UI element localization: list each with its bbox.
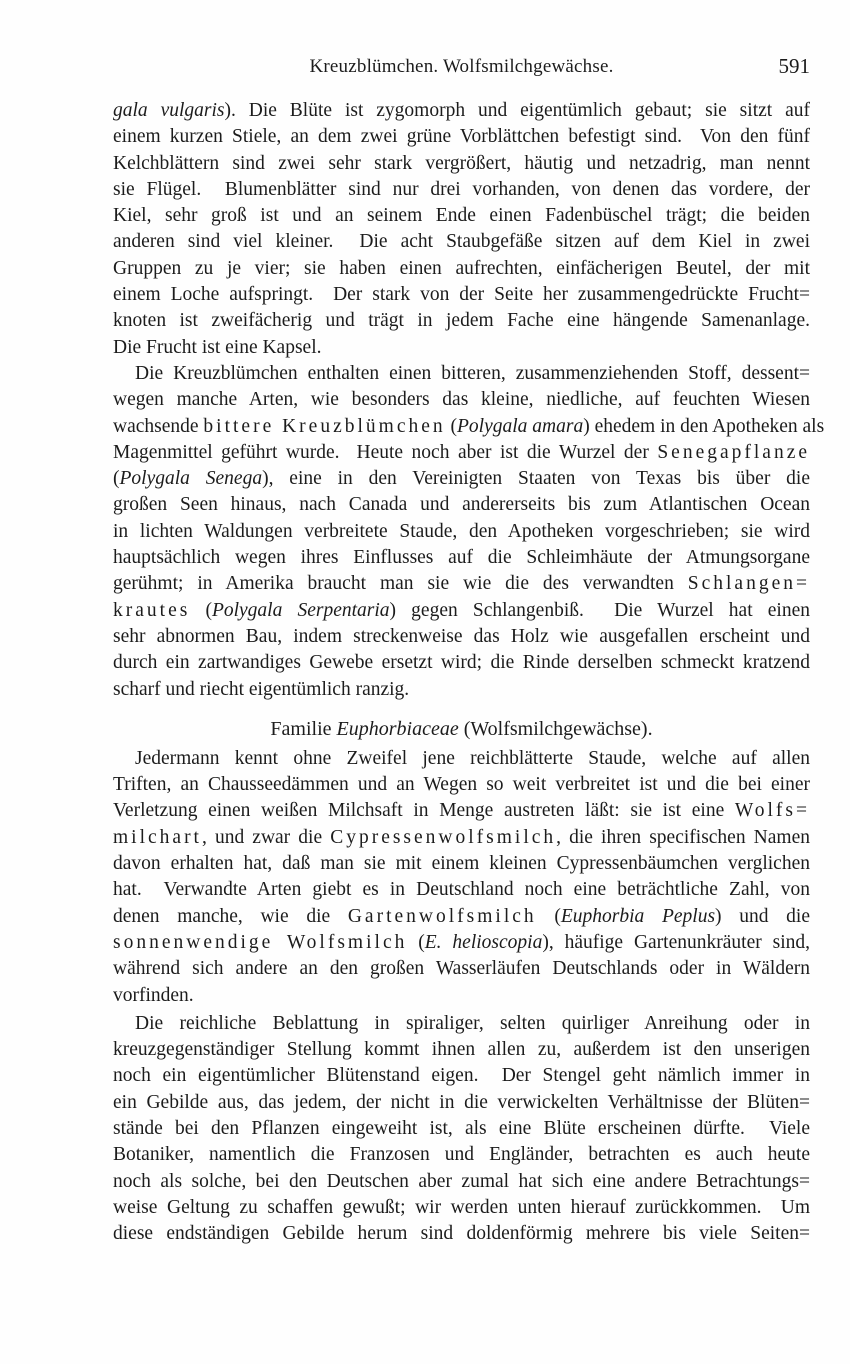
emphasized-term: bittere Kreuzblümchen: [203, 415, 446, 437]
emphasized-term: milchart: [113, 826, 202, 848]
text-line: [113, 1116, 810, 1142]
text-line: [113, 571, 810, 597]
text-line: [113, 598, 810, 624]
text-line: [113, 203, 810, 229]
text-line: [113, 387, 810, 413]
paragraph: [113, 98, 810, 361]
text-line: [113, 335, 810, 361]
text-segment: Botaniker, namentlich die Franzosen und Engländer, betrachten es auch heute: [113, 1144, 810, 1166]
heading-latin-name: Euphorbiaceae: [336, 717, 459, 740]
text-segment: hat. Verwandte Arten giebt es in Deutschland noch eine beträchtliche Zahl, von: [113, 879, 810, 901]
text-line: [113, 904, 810, 930]
paragraph: [113, 746, 810, 1009]
text-line: [113, 151, 810, 177]
text-segment: Die Kreuzblümchen enthalten einen bitteren, zusammenziehenden Stoff, dessent=: [135, 362, 810, 384]
text-segment: ein Gebilde aus, das jedem, der nicht in die verwickelten Verhältnisse der Blüten=: [113, 1091, 810, 1113]
text-line: [113, 1090, 810, 1116]
text-segment: , und zwar die: [201, 826, 331, 848]
text-segment: einem kurzen Stiele, an dem zwei grüne Vorblättchen befestigt sind. Von den fünf: [113, 126, 810, 148]
text-segment: davon erhalten hat, daß man sie mit einem kleinen Cypressenbäumchen verglichen: [113, 853, 810, 875]
text-line: [113, 983, 810, 1009]
text-segment: Kiel, sehr groß ist und an seinem Ende einen Fadenbüschel trägt; die beiden: [113, 205, 810, 227]
text-segment: während sich andere an den großen Wasserläufen Deutschlands oder in Wäldern: [113, 958, 810, 980]
text-line: [113, 124, 810, 150]
text-line: [113, 1195, 810, 1221]
paragraph: [113, 1011, 810, 1248]
text-line: [113, 1221, 810, 1247]
text-segment: noch als solche, bei den Deutschen aber zumal hat sich eine andere Betrachtungs=: [113, 1170, 810, 1192]
text-segment: wachsende: [113, 415, 204, 437]
paragraph: [113, 361, 825, 703]
text-line: [113, 677, 810, 703]
latin-name: Polygala Senega: [119, 468, 263, 490]
text-segment: (: [113, 468, 120, 490]
text-segment: gerühmt; in Amerika braucht man sie wie die des verwandten: [113, 573, 688, 595]
text-line: [113, 519, 810, 545]
latin-name: Polygala amara: [457, 415, 584, 437]
text-line: [113, 1063, 810, 1089]
text-segment: durch ein zartwandiges Gewebe ersetzt wird; die Rinde derselben schmeckt kratzend: [113, 652, 810, 674]
text-segment: ), häufige Gartenunkräuter sind,: [542, 931, 810, 953]
text-line: [113, 956, 810, 982]
text-segment: ). Die Blüte ist zygomorph und eigentümlich gebaut; sie sitzt auf: [224, 100, 810, 121]
text-line: [113, 772, 810, 798]
text-segment: knoten ist zweifächerig und trägt in jedem Fache eine hängende Samenanlage.: [113, 310, 810, 332]
text-segment: (: [445, 415, 458, 437]
text-line: [113, 1037, 810, 1063]
page-header: [113, 52, 810, 82]
text-segment: vorfinden.: [113, 984, 194, 1006]
text-segment: Verletzung einen weißen Milchsaft in Menge austreten läßt: sie ist eine: [113, 800, 735, 822]
heading-prefix: Familie: [270, 717, 337, 740]
text-segment: großen Seen hinaus, nach Canada und andererseits bis zum Atlantischen Ocean: [113, 494, 810, 516]
text-segment: weise Geltung zu schaffen gewußt; wir werden unten hierauf zurückkommen. Um: [113, 1196, 810, 1218]
text-line: [113, 177, 810, 203]
text-segment: Die reichliche Beblattung in spiraliger, selten quirliger Anreihung oder in: [135, 1012, 810, 1034]
text-line: [113, 1011, 810, 1037]
text-line: [113, 624, 810, 650]
emphasized-term: Senegapflanze: [657, 441, 810, 463]
text-line: [113, 877, 810, 903]
heading-suffix: (Wolfsmilchgewächse).: [458, 717, 653, 740]
text-line: [113, 229, 810, 255]
text-line: [113, 746, 810, 772]
text-segment: ) und die: [715, 905, 811, 927]
text-segment: ) ehedem in den Apotheken als: [583, 415, 825, 437]
text-segment: ), eine in den Vereinigten Staaten von Texas bis über die: [262, 468, 811, 490]
text-segment: (: [536, 905, 561, 927]
text-segment: ) gegen Schlangenbiß. Die Wurzel hat einen: [389, 599, 810, 621]
text-segment: in lichten Waldungen verbreitete Staude, den Apotheken vorgeschrieben; sie wird: [113, 520, 810, 542]
text-segment: Triften, an Chausseedämmen und an Wegen so weit verbreitet ist und die bei einer: [113, 774, 810, 796]
text-line: [113, 308, 810, 334]
emphasized-term: krautes: [113, 599, 191, 621]
text-line: [113, 545, 810, 571]
text-segment: noch ein eigentümlicher Blütenstand eigen. Der Stengel geht nämlich immer in: [113, 1065, 810, 1087]
emphasized-term: sonnenwendige Wolfsmilch: [113, 931, 408, 953]
section-polygala: [113, 98, 825, 703]
text-line: [113, 930, 810, 956]
emphasized-term: Gartenwolfsmilch: [347, 905, 537, 927]
text-segment: stände bei den Pflanzen eingeweiht ist, als eine Blüte erscheinen dürfte. Viele: [113, 1117, 810, 1139]
text-segment: Magenmittel geführt wurde. Heute noch aber ist die Wurzel der: [113, 441, 658, 463]
text-segment: denen manche, wie die: [113, 905, 348, 927]
text-line: [113, 361, 810, 387]
text-line: [113, 1142, 810, 1168]
text-segment: sehr abnormen Bau, indem streckenweise das Holz wie ausgefallen erscheint und: [113, 625, 810, 647]
latin-name: E. helioscopia: [424, 931, 543, 953]
text-line: [113, 650, 810, 676]
text-line: [113, 466, 810, 492]
text-segment: kreuzgegenständiger Stellung kommt ihnen allen zu, außerdem ist den unserigen: [113, 1039, 810, 1061]
text-segment: hauptsächlich wegen ihres Einflusses auf die Schleimhäute der Atmungsorgane: [113, 547, 810, 569]
text-segment: (: [407, 931, 425, 953]
page-body: [113, 98, 825, 1247]
text-segment: , die ihren specifischen Namen: [556, 826, 810, 848]
text-segment: wegen manche Arten, wie besonders das kleine, niedliche, auf feuchten Wiesen: [113, 389, 810, 411]
latin-name: gala vulgaris: [113, 100, 225, 121]
section-euphorbiaceae: [113, 746, 810, 1248]
latin-name: Polygala Serpentaria: [211, 599, 390, 621]
text-line: [113, 851, 810, 877]
text-line: [113, 798, 810, 824]
text-segment: Gruppen zu je vier; sie haben einen aufrechten, einfächerigen Beutel, der mit: [113, 257, 810, 279]
text-line: [113, 414, 825, 440]
section-heading: [113, 715, 810, 743]
text-segment: sie Flügel. Blumenblätter sind nur drei vorhanden, von denen das vordere, der: [113, 178, 810, 200]
emphasized-term: Wolfs=: [734, 800, 810, 822]
text-line: [113, 1169, 810, 1195]
text-line: [113, 492, 810, 518]
text-line: [113, 440, 810, 466]
text-segment: Die Frucht ist eine Kapsel.: [113, 336, 322, 358]
text-line: [113, 825, 810, 851]
running-title: Kreuzblümchen. Wolfsmilchgewächse.: [309, 56, 614, 77]
text-segment: anderen sind viel kleiner. Die acht Staubgefäße sitzen auf dem Kiel in zwei: [113, 231, 810, 253]
text-segment: diese endständigen Gebilde herum sind doldenförmig mehrere bis viele Seiten=: [113, 1223, 810, 1245]
text-segment: (: [190, 599, 212, 621]
emphasized-term: Schlangen=: [687, 573, 810, 595]
text-segment: einem Loche aufspringt. Der stark von der Seite her zusammengedrückte Frucht=: [113, 284, 810, 306]
text-segment: Jedermann kennt ohne Zweifel jene reichblätterte Staude, welche auf allen: [135, 747, 810, 769]
latin-name: Euphorbia Peplus: [560, 905, 716, 927]
text-segment: scharf und riecht eigentümlich ranzig.: [113, 678, 410, 700]
text-line: [113, 98, 810, 124]
text-line: [113, 256, 810, 282]
text-segment: Kelchblättern sind zwei sehr stark vergrößert, häutig und netzadrig, man nennt: [113, 152, 810, 174]
text-line: [113, 282, 810, 308]
page-number: 591: [778, 54, 810, 78]
emphasized-term: Cypressenwolfsmilch: [330, 826, 557, 848]
